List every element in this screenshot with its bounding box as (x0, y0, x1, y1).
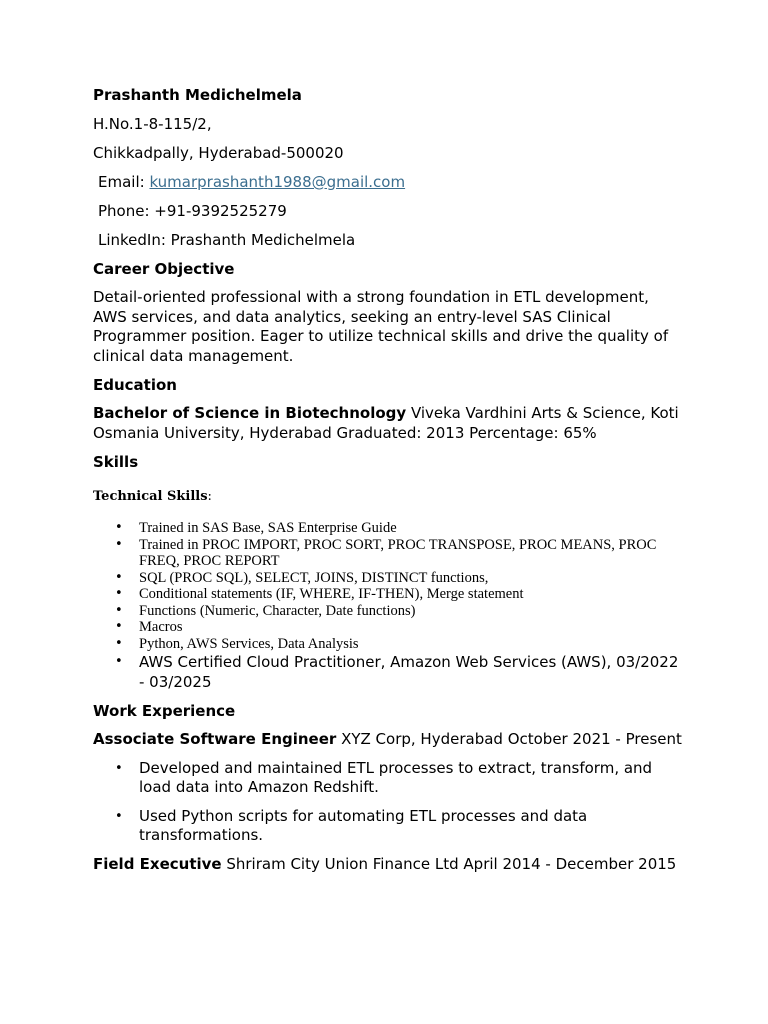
technical-skills-title: Technical Skills (93, 489, 208, 504)
job-title: Field Executive (93, 854, 222, 873)
technical-skills-list (93, 520, 683, 692)
job-entry (93, 855, 683, 875)
skill-item: • Conditional statements (IF, WHERE, IF-THEN), Merge statement (93, 586, 683, 603)
technical-skills-colon: : (207, 489, 212, 504)
skills-heading: Skills (93, 453, 139, 471)
skill-item: • Trained in SAS Base, SAS Enterprise Guide (93, 520, 683, 537)
job-title: Associate Software Engineer (93, 730, 337, 748)
email-line (93, 172, 683, 192)
phone-line: Phone: +91-9392525279 (98, 202, 287, 220)
candidate-name: Prashanth Medichelmela (93, 86, 302, 104)
skill-item: • Macros (93, 619, 683, 636)
career-objective-text: Detail-oriented professional with a strong foundation in ETL development, AWS services, and data analytics, seeking an entry-level SAS Clinical Programmer position. Eager to utilize technical skills and drive the quality of clinical data management. (93, 288, 669, 365)
job-details: XYZ Corp, Hyderabad October 2021 - Present (336, 730, 682, 748)
skill-item: • Functions (Numeric, Character, Date functions) (93, 603, 683, 620)
job-responsibilities (93, 759, 683, 846)
resume-document (93, 85, 683, 883)
education-heading: Education (93, 376, 177, 394)
email-link[interactable]: kumarprashanth1988@gmail.com (149, 173, 406, 191)
skill-item: • SQL (PROC SQL), SELECT, JOINS, DISTINCT functions, (93, 570, 683, 587)
email-label: Email: (98, 173, 145, 191)
career-objective-heading: Career Objective (93, 260, 235, 278)
address-line-2: Chikkadpally, Hyderabad-500020 (93, 144, 344, 162)
responsibility-item: • Developed and maintained ETL processes to extract, transform, and load data into Amazon Redshift. (93, 759, 683, 798)
education-entry (93, 404, 683, 443)
degree-title: Bachelor of Science in Biotechnology (93, 404, 407, 422)
education-details: Viveka Vardhini Arts & Science, Koti Osmania University, Hyderabad Graduated: 2013 Percentage: 65% (93, 404, 679, 442)
work-experience-heading: Work Experience (93, 702, 236, 720)
skill-item: • Trained in PROC IMPORT, PROC SORT, PROC TRANSPOSE, PROC MEANS, PROC FREQ, PROC REPORT (93, 537, 683, 570)
job-entry (93, 730, 683, 750)
job-details: Shriram City Union Finance Ltd April 2014 - December 2015 (221, 854, 677, 873)
linkedin-line: LinkedIn: Prashanth Medichelmela (98, 231, 356, 249)
technical-skills-label (93, 488, 683, 506)
skill-item-certification: • AWS Certified Cloud Practitioner, Amazon Web Services (AWS), 03/2022 - 03/2025 (93, 652, 683, 692)
address-line-1: H.No.1-8-115/2, (93, 115, 212, 133)
responsibility-item: • Used Python scripts for automating ETL processes and data transformations. (93, 807, 683, 846)
skill-item: • Python, AWS Services, Data Analysis (93, 636, 683, 653)
